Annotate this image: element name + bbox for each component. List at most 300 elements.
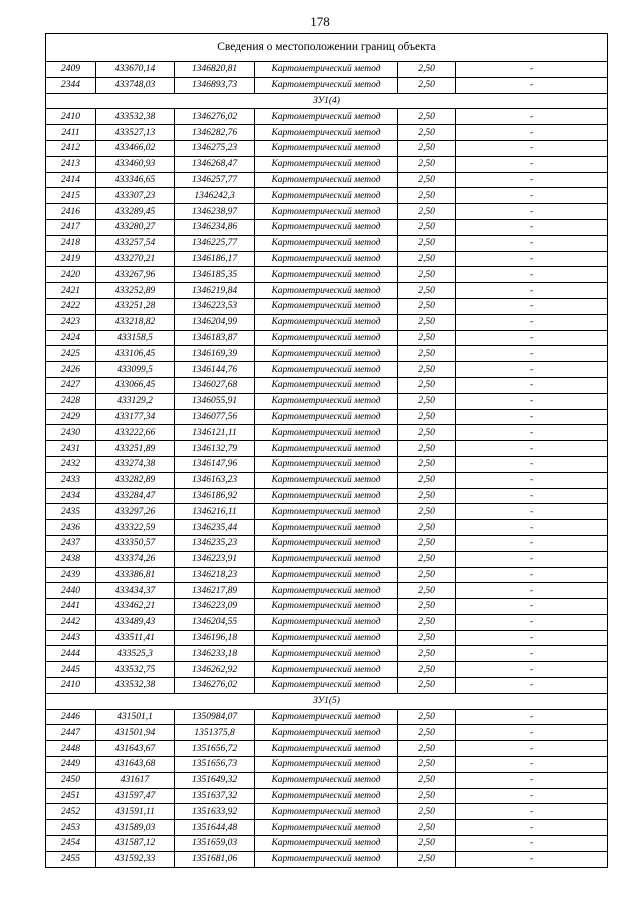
accuracy-cell: 2,50 <box>398 425 456 441</box>
point-number-cell: 2437 <box>46 535 96 551</box>
accuracy-cell: 2,50 <box>398 804 456 820</box>
method-cell: Картометрический метод <box>255 77 398 93</box>
description-cell: - <box>456 820 608 836</box>
description-cell: - <box>456 188 608 204</box>
accuracy-cell: 2,50 <box>398 472 456 488</box>
table-row <box>46 441 608 457</box>
point-number-cell: 2438 <box>46 551 96 567</box>
table-row <box>46 330 608 346</box>
x-coordinate-cell: 433270,21 <box>96 251 175 267</box>
x-coordinate-cell: 433284,47 <box>96 488 175 504</box>
accuracy-cell: 2,50 <box>398 77 456 93</box>
description-cell: - <box>456 425 608 441</box>
method-cell: Картометрический метод <box>255 204 398 220</box>
point-number-cell: 2444 <box>46 646 96 662</box>
method-cell: Картометрический метод <box>255 709 398 725</box>
point-number-cell: 2411 <box>46 125 96 141</box>
accuracy-cell: 2,50 <box>398 62 456 78</box>
x-coordinate-cell: 433289,45 <box>96 204 175 220</box>
y-coordinate-cell: 1346185,35 <box>175 267 255 283</box>
x-coordinate-cell: 433099,5 <box>96 362 175 378</box>
table-row <box>46 77 608 93</box>
description-cell: - <box>456 551 608 567</box>
y-coordinate-cell: 1346204,99 <box>175 314 255 330</box>
y-coordinate-cell: 1346186,92 <box>175 488 255 504</box>
y-coordinate-cell: 1346055,91 <box>175 393 255 409</box>
x-coordinate-cell: 433158,5 <box>96 330 175 346</box>
method-cell: Картометрический метод <box>255 820 398 836</box>
description-cell: - <box>456 836 608 852</box>
point-number-cell: 2415 <box>46 188 96 204</box>
table-row <box>46 709 608 725</box>
method-cell: Картометрический метод <box>255 62 398 78</box>
accuracy-cell: 2,50 <box>398 535 456 551</box>
table-row <box>46 156 608 172</box>
table-row <box>46 235 608 251</box>
accuracy-cell: 2,50 <box>398 772 456 788</box>
description-cell: - <box>456 772 608 788</box>
y-coordinate-cell: 1346163,23 <box>175 472 255 488</box>
table-row <box>46 535 608 551</box>
description-cell: - <box>456 393 608 409</box>
method-cell: Картометрический метод <box>255 283 398 299</box>
accuracy-cell: 2,50 <box>398 836 456 852</box>
description-cell: - <box>456 204 608 220</box>
method-cell: Картометрический метод <box>255 377 398 393</box>
method-cell: Картометрический метод <box>255 504 398 520</box>
point-number-cell: 2416 <box>46 204 96 220</box>
x-coordinate-cell: 433106,45 <box>96 346 175 362</box>
description-cell: - <box>456 630 608 646</box>
description-cell: - <box>456 441 608 457</box>
accuracy-cell: 2,50 <box>398 820 456 836</box>
y-coordinate-cell: 1346223,09 <box>175 599 255 615</box>
point-number-cell: 2417 <box>46 219 96 235</box>
table-row <box>46 377 608 393</box>
description-cell: - <box>456 251 608 267</box>
point-number-cell: 2436 <box>46 520 96 536</box>
x-coordinate-cell: 431589,03 <box>96 820 175 836</box>
point-number-cell: 2435 <box>46 504 96 520</box>
y-coordinate-cell: 1351656,73 <box>175 757 255 773</box>
y-coordinate-cell: 1346262,92 <box>175 662 255 678</box>
x-coordinate-cell: 433466,02 <box>96 140 175 156</box>
accuracy-cell: 2,50 <box>398 346 456 362</box>
method-cell: Картометрический метод <box>255 156 398 172</box>
x-coordinate-cell: 433129,2 <box>96 393 175 409</box>
x-coordinate-cell: 433460,93 <box>96 156 175 172</box>
y-coordinate-cell: 1346223,53 <box>175 298 255 314</box>
x-coordinate-cell: 433322,59 <box>96 520 175 536</box>
y-coordinate-cell: 1346217,89 <box>175 583 255 599</box>
description-cell: - <box>456 567 608 583</box>
y-coordinate-cell: 1351681,06 <box>175 851 255 867</box>
x-coordinate-cell: 433346,65 <box>96 172 175 188</box>
point-number-cell: 2430 <box>46 425 96 441</box>
method-cell: Картометрический метод <box>255 662 398 678</box>
point-number-cell: 2455 <box>46 851 96 867</box>
point-number-cell: 2453 <box>46 820 96 836</box>
method-cell: Картометрический метод <box>255 772 398 788</box>
accuracy-cell: 2,50 <box>398 551 456 567</box>
table-row <box>46 599 608 615</box>
description-cell: - <box>456 314 608 330</box>
y-coordinate-cell: 1346275,23 <box>175 140 255 156</box>
y-coordinate-cell: 1346820,81 <box>175 62 255 78</box>
method-cell: Картометрический метод <box>255 425 398 441</box>
x-coordinate-cell: 431587,12 <box>96 836 175 852</box>
method-cell: Картометрический метод <box>255 520 398 536</box>
point-number-cell: 2428 <box>46 393 96 409</box>
accuracy-cell: 2,50 <box>398 788 456 804</box>
description-cell: - <box>456 219 608 235</box>
y-coordinate-cell: 1346235,23 <box>175 535 255 551</box>
y-coordinate-cell: 1351375,8 <box>175 725 255 741</box>
accuracy-cell: 2,50 <box>398 362 456 378</box>
accuracy-cell: 2,50 <box>398 298 456 314</box>
table-row <box>46 583 608 599</box>
y-coordinate-cell: 1346238,97 <box>175 204 255 220</box>
x-coordinate-cell: 433218,82 <box>96 314 175 330</box>
description-cell: - <box>456 599 608 615</box>
method-cell: Картометрический метод <box>255 646 398 662</box>
table-row <box>46 283 608 299</box>
description-cell: - <box>456 456 608 472</box>
table-row <box>46 804 608 820</box>
description-cell: - <box>456 504 608 520</box>
accuracy-cell: 2,50 <box>398 172 456 188</box>
x-coordinate-cell: 431501,1 <box>96 709 175 725</box>
description-cell: - <box>456 741 608 757</box>
x-coordinate-cell: 433066,45 <box>96 377 175 393</box>
method-cell: Картометрический метод <box>255 630 398 646</box>
point-number-cell: 2425 <box>46 346 96 362</box>
description-cell: - <box>456 678 608 694</box>
table-row <box>46 393 608 409</box>
accuracy-cell: 2,50 <box>398 520 456 536</box>
y-coordinate-cell: 1346121,11 <box>175 425 255 441</box>
table-row <box>46 219 608 235</box>
point-number-cell: 2344 <box>46 77 96 93</box>
point-number-cell: 2449 <box>46 757 96 773</box>
method-cell: Картометрический метод <box>255 330 398 346</box>
point-number-cell: 2420 <box>46 267 96 283</box>
accuracy-cell: 2,50 <box>398 204 456 220</box>
description-cell: - <box>456 788 608 804</box>
x-coordinate-cell: 431643,67 <box>96 741 175 757</box>
description-cell: - <box>456 330 608 346</box>
point-number-cell: 2431 <box>46 441 96 457</box>
table-row <box>46 140 608 156</box>
table-row <box>46 741 608 757</box>
y-coordinate-cell: 1346257,77 <box>175 172 255 188</box>
method-cell: Картометрический метод <box>255 140 398 156</box>
point-number-cell: 2442 <box>46 614 96 630</box>
accuracy-cell: 2,50 <box>398 283 456 299</box>
accuracy-cell: 2,50 <box>398 219 456 235</box>
point-number-cell: 2423 <box>46 314 96 330</box>
method-cell: Картометрический метод <box>255 567 398 583</box>
accuracy-cell: 2,50 <box>398 599 456 615</box>
accuracy-cell: 2,50 <box>398 614 456 630</box>
table-row <box>46 520 608 536</box>
point-number-cell: 2440 <box>46 583 96 599</box>
method-cell: Картометрический метод <box>255 346 398 362</box>
x-coordinate-cell: 433511,41 <box>96 630 175 646</box>
accuracy-cell: 2,50 <box>398 646 456 662</box>
description-cell: - <box>456 140 608 156</box>
table-row <box>46 788 608 804</box>
method-cell: Картометрический метод <box>255 725 398 741</box>
table-row <box>46 772 608 788</box>
point-number-cell: 2451 <box>46 788 96 804</box>
accuracy-cell: 2,50 <box>398 630 456 646</box>
x-coordinate-cell: 433222,66 <box>96 425 175 441</box>
y-coordinate-cell: 1346242,3 <box>175 188 255 204</box>
y-coordinate-cell: 1346268,47 <box>175 156 255 172</box>
point-number-cell: 2426 <box>46 362 96 378</box>
method-cell: Картометрический метод <box>255 409 398 425</box>
accuracy-cell: 2,50 <box>398 567 456 583</box>
table-row <box>46 646 608 662</box>
x-coordinate-cell: 433177,34 <box>96 409 175 425</box>
x-coordinate-cell: 431501,94 <box>96 725 175 741</box>
y-coordinate-cell: 1346196,18 <box>175 630 255 646</box>
description-cell: - <box>456 757 608 773</box>
accuracy-cell: 2,50 <box>398 851 456 867</box>
method-cell: Картометрический метод <box>255 788 398 804</box>
y-coordinate-cell: 1351656,72 <box>175 741 255 757</box>
table-row <box>46 172 608 188</box>
accuracy-cell: 2,50 <box>398 235 456 251</box>
table-row <box>46 267 608 283</box>
y-coordinate-cell: 1346219,84 <box>175 283 255 299</box>
point-number-cell: 2432 <box>46 456 96 472</box>
point-number-cell: 2441 <box>46 599 96 615</box>
description-cell: - <box>456 409 608 425</box>
table-row <box>46 125 608 141</box>
section-heading-row <box>46 93 608 109</box>
accuracy-cell: 2,50 <box>398 314 456 330</box>
x-coordinate-cell: 433307,23 <box>96 188 175 204</box>
x-coordinate-cell: 431592,33 <box>96 851 175 867</box>
y-coordinate-cell: 1346216,11 <box>175 504 255 520</box>
method-cell: Картометрический метод <box>255 362 398 378</box>
description-cell: - <box>456 362 608 378</box>
method-cell: Картометрический метод <box>255 441 398 457</box>
method-cell: Картометрический метод <box>255 472 398 488</box>
description-cell: - <box>456 235 608 251</box>
y-coordinate-cell: 1346186,17 <box>175 251 255 267</box>
point-number-cell: 2434 <box>46 488 96 504</box>
point-number-cell: 2433 <box>46 472 96 488</box>
x-coordinate-cell: 433274,38 <box>96 456 175 472</box>
y-coordinate-cell: 1351659,03 <box>175 836 255 852</box>
accuracy-cell: 2,50 <box>398 583 456 599</box>
description-cell: - <box>456 614 608 630</box>
x-coordinate-cell: 433527,13 <box>96 125 175 141</box>
point-number-cell: 2443 <box>46 630 96 646</box>
page-number: 178 <box>310 14 330 29</box>
point-number-cell: 2422 <box>46 298 96 314</box>
description-cell: - <box>456 488 608 504</box>
point-number-cell: 2424 <box>46 330 96 346</box>
point-number-cell: 2413 <box>46 156 96 172</box>
table-row <box>46 472 608 488</box>
table-row <box>46 836 608 852</box>
table-row <box>46 362 608 378</box>
x-coordinate-cell: 433670,14 <box>96 62 175 78</box>
table-row <box>46 456 608 472</box>
point-number-cell: 2446 <box>46 709 96 725</box>
description-cell: - <box>456 804 608 820</box>
x-coordinate-cell: 433525,3 <box>96 646 175 662</box>
table-title: Сведения о местоположении границ объекта <box>46 34 608 62</box>
x-coordinate-cell: 433280,27 <box>96 219 175 235</box>
x-coordinate-cell: 433267,96 <box>96 267 175 283</box>
accuracy-cell: 2,50 <box>398 662 456 678</box>
description-cell: - <box>456 77 608 93</box>
accuracy-cell: 2,50 <box>398 267 456 283</box>
y-coordinate-cell: 1346204,55 <box>175 614 255 630</box>
y-coordinate-cell: 1346218,23 <box>175 567 255 583</box>
method-cell: Картометрический метод <box>255 757 398 773</box>
point-number-cell: 2409 <box>46 62 96 78</box>
description-cell: - <box>456 125 608 141</box>
accuracy-cell: 2,50 <box>398 409 456 425</box>
boundary-coordinates-table <box>45 33 608 868</box>
method-cell: Картометрический метод <box>255 188 398 204</box>
description-cell: - <box>456 662 608 678</box>
y-coordinate-cell: 1346147,96 <box>175 456 255 472</box>
x-coordinate-cell: 433374,26 <box>96 551 175 567</box>
section-heading: ЗУ1(4) <box>46 93 608 109</box>
x-coordinate-cell: 433489,43 <box>96 614 175 630</box>
table-row <box>46 820 608 836</box>
method-cell: Картометрический метод <box>255 172 398 188</box>
description-cell: - <box>456 156 608 172</box>
table-row <box>46 504 608 520</box>
table-row <box>46 851 608 867</box>
table-row <box>46 614 608 630</box>
x-coordinate-cell: 431643,68 <box>96 757 175 773</box>
point-number-cell: 2421 <box>46 283 96 299</box>
x-coordinate-cell: 433434,37 <box>96 583 175 599</box>
table-row <box>46 314 608 330</box>
table-row <box>46 678 608 694</box>
table-row <box>46 188 608 204</box>
accuracy-cell: 2,50 <box>398 125 456 141</box>
method-cell: Картометрический метод <box>255 393 398 409</box>
table-row <box>46 298 608 314</box>
accuracy-cell: 2,50 <box>398 456 456 472</box>
y-coordinate-cell: 1351637,32 <box>175 788 255 804</box>
method-cell: Картометрический метод <box>255 678 398 694</box>
x-coordinate-cell: 431617 <box>96 772 175 788</box>
method-cell: Картометрический метод <box>255 599 398 615</box>
accuracy-cell: 2,50 <box>398 741 456 757</box>
accuracy-cell: 2,50 <box>398 725 456 741</box>
description-cell: - <box>456 646 608 662</box>
table-row <box>46 551 608 567</box>
table-row <box>46 757 608 773</box>
method-cell: Картометрический метод <box>255 251 398 267</box>
y-coordinate-cell: 1346276,02 <box>175 678 255 694</box>
method-cell: Картометрический метод <box>255 314 398 330</box>
x-coordinate-cell: 433252,89 <box>96 283 175 299</box>
x-coordinate-cell: 433257,54 <box>96 235 175 251</box>
accuracy-cell: 2,50 <box>398 109 456 125</box>
table-row <box>46 425 608 441</box>
x-coordinate-cell: 433532,75 <box>96 662 175 678</box>
accuracy-cell: 2,50 <box>398 140 456 156</box>
point-number-cell: 2412 <box>46 140 96 156</box>
y-coordinate-cell: 1346234,86 <box>175 219 255 235</box>
method-cell: Картометрический метод <box>255 298 398 314</box>
x-coordinate-cell: 433386,81 <box>96 567 175 583</box>
accuracy-cell: 2,50 <box>398 504 456 520</box>
description-cell: - <box>456 283 608 299</box>
accuracy-cell: 2,50 <box>398 188 456 204</box>
method-cell: Картометрический метод <box>255 614 398 630</box>
accuracy-cell: 2,50 <box>398 251 456 267</box>
accuracy-cell: 2,50 <box>398 441 456 457</box>
table-row <box>46 725 608 741</box>
x-coordinate-cell: 433532,38 <box>96 109 175 125</box>
y-coordinate-cell: 1346225,77 <box>175 235 255 251</box>
y-coordinate-cell: 1346235,44 <box>175 520 255 536</box>
accuracy-cell: 2,50 <box>398 377 456 393</box>
y-coordinate-cell: 1351649,32 <box>175 772 255 788</box>
y-coordinate-cell: 1346276,02 <box>175 109 255 125</box>
method-cell: Картометрический метод <box>255 267 398 283</box>
description-cell: - <box>456 709 608 725</box>
point-number-cell: 2454 <box>46 836 96 852</box>
y-coordinate-cell: 1346144,76 <box>175 362 255 378</box>
point-number-cell: 2445 <box>46 662 96 678</box>
table-row <box>46 662 608 678</box>
description-cell: - <box>456 535 608 551</box>
point-number-cell: 2414 <box>46 172 96 188</box>
x-coordinate-cell: 433282,89 <box>96 472 175 488</box>
point-number-cell: 2419 <box>46 251 96 267</box>
point-number-cell: 2439 <box>46 567 96 583</box>
section-heading: ЗУ1(5) <box>46 693 608 709</box>
table-row <box>46 567 608 583</box>
method-cell: Картометрический метод <box>255 235 398 251</box>
y-coordinate-cell: 1346183,87 <box>175 330 255 346</box>
y-coordinate-cell: 1350984,07 <box>175 709 255 725</box>
x-coordinate-cell: 433251,28 <box>96 298 175 314</box>
method-cell: Картометрический метод <box>255 488 398 504</box>
method-cell: Картометрический метод <box>255 583 398 599</box>
table-row <box>46 109 608 125</box>
accuracy-cell: 2,50 <box>398 709 456 725</box>
y-coordinate-cell: 1351633,92 <box>175 804 255 820</box>
accuracy-cell: 2,50 <box>398 393 456 409</box>
y-coordinate-cell: 1346223,91 <box>175 551 255 567</box>
method-cell: Картометрический метод <box>255 551 398 567</box>
y-coordinate-cell: 1346077,56 <box>175 409 255 425</box>
method-cell: Картометрический метод <box>255 109 398 125</box>
x-coordinate-cell: 433297,26 <box>96 504 175 520</box>
table-title-row <box>46 34 608 62</box>
description-cell: - <box>456 267 608 283</box>
accuracy-cell: 2,50 <box>398 678 456 694</box>
x-coordinate-cell: 433462,21 <box>96 599 175 615</box>
method-cell: Картометрический метод <box>255 125 398 141</box>
method-cell: Картометрический метод <box>255 456 398 472</box>
